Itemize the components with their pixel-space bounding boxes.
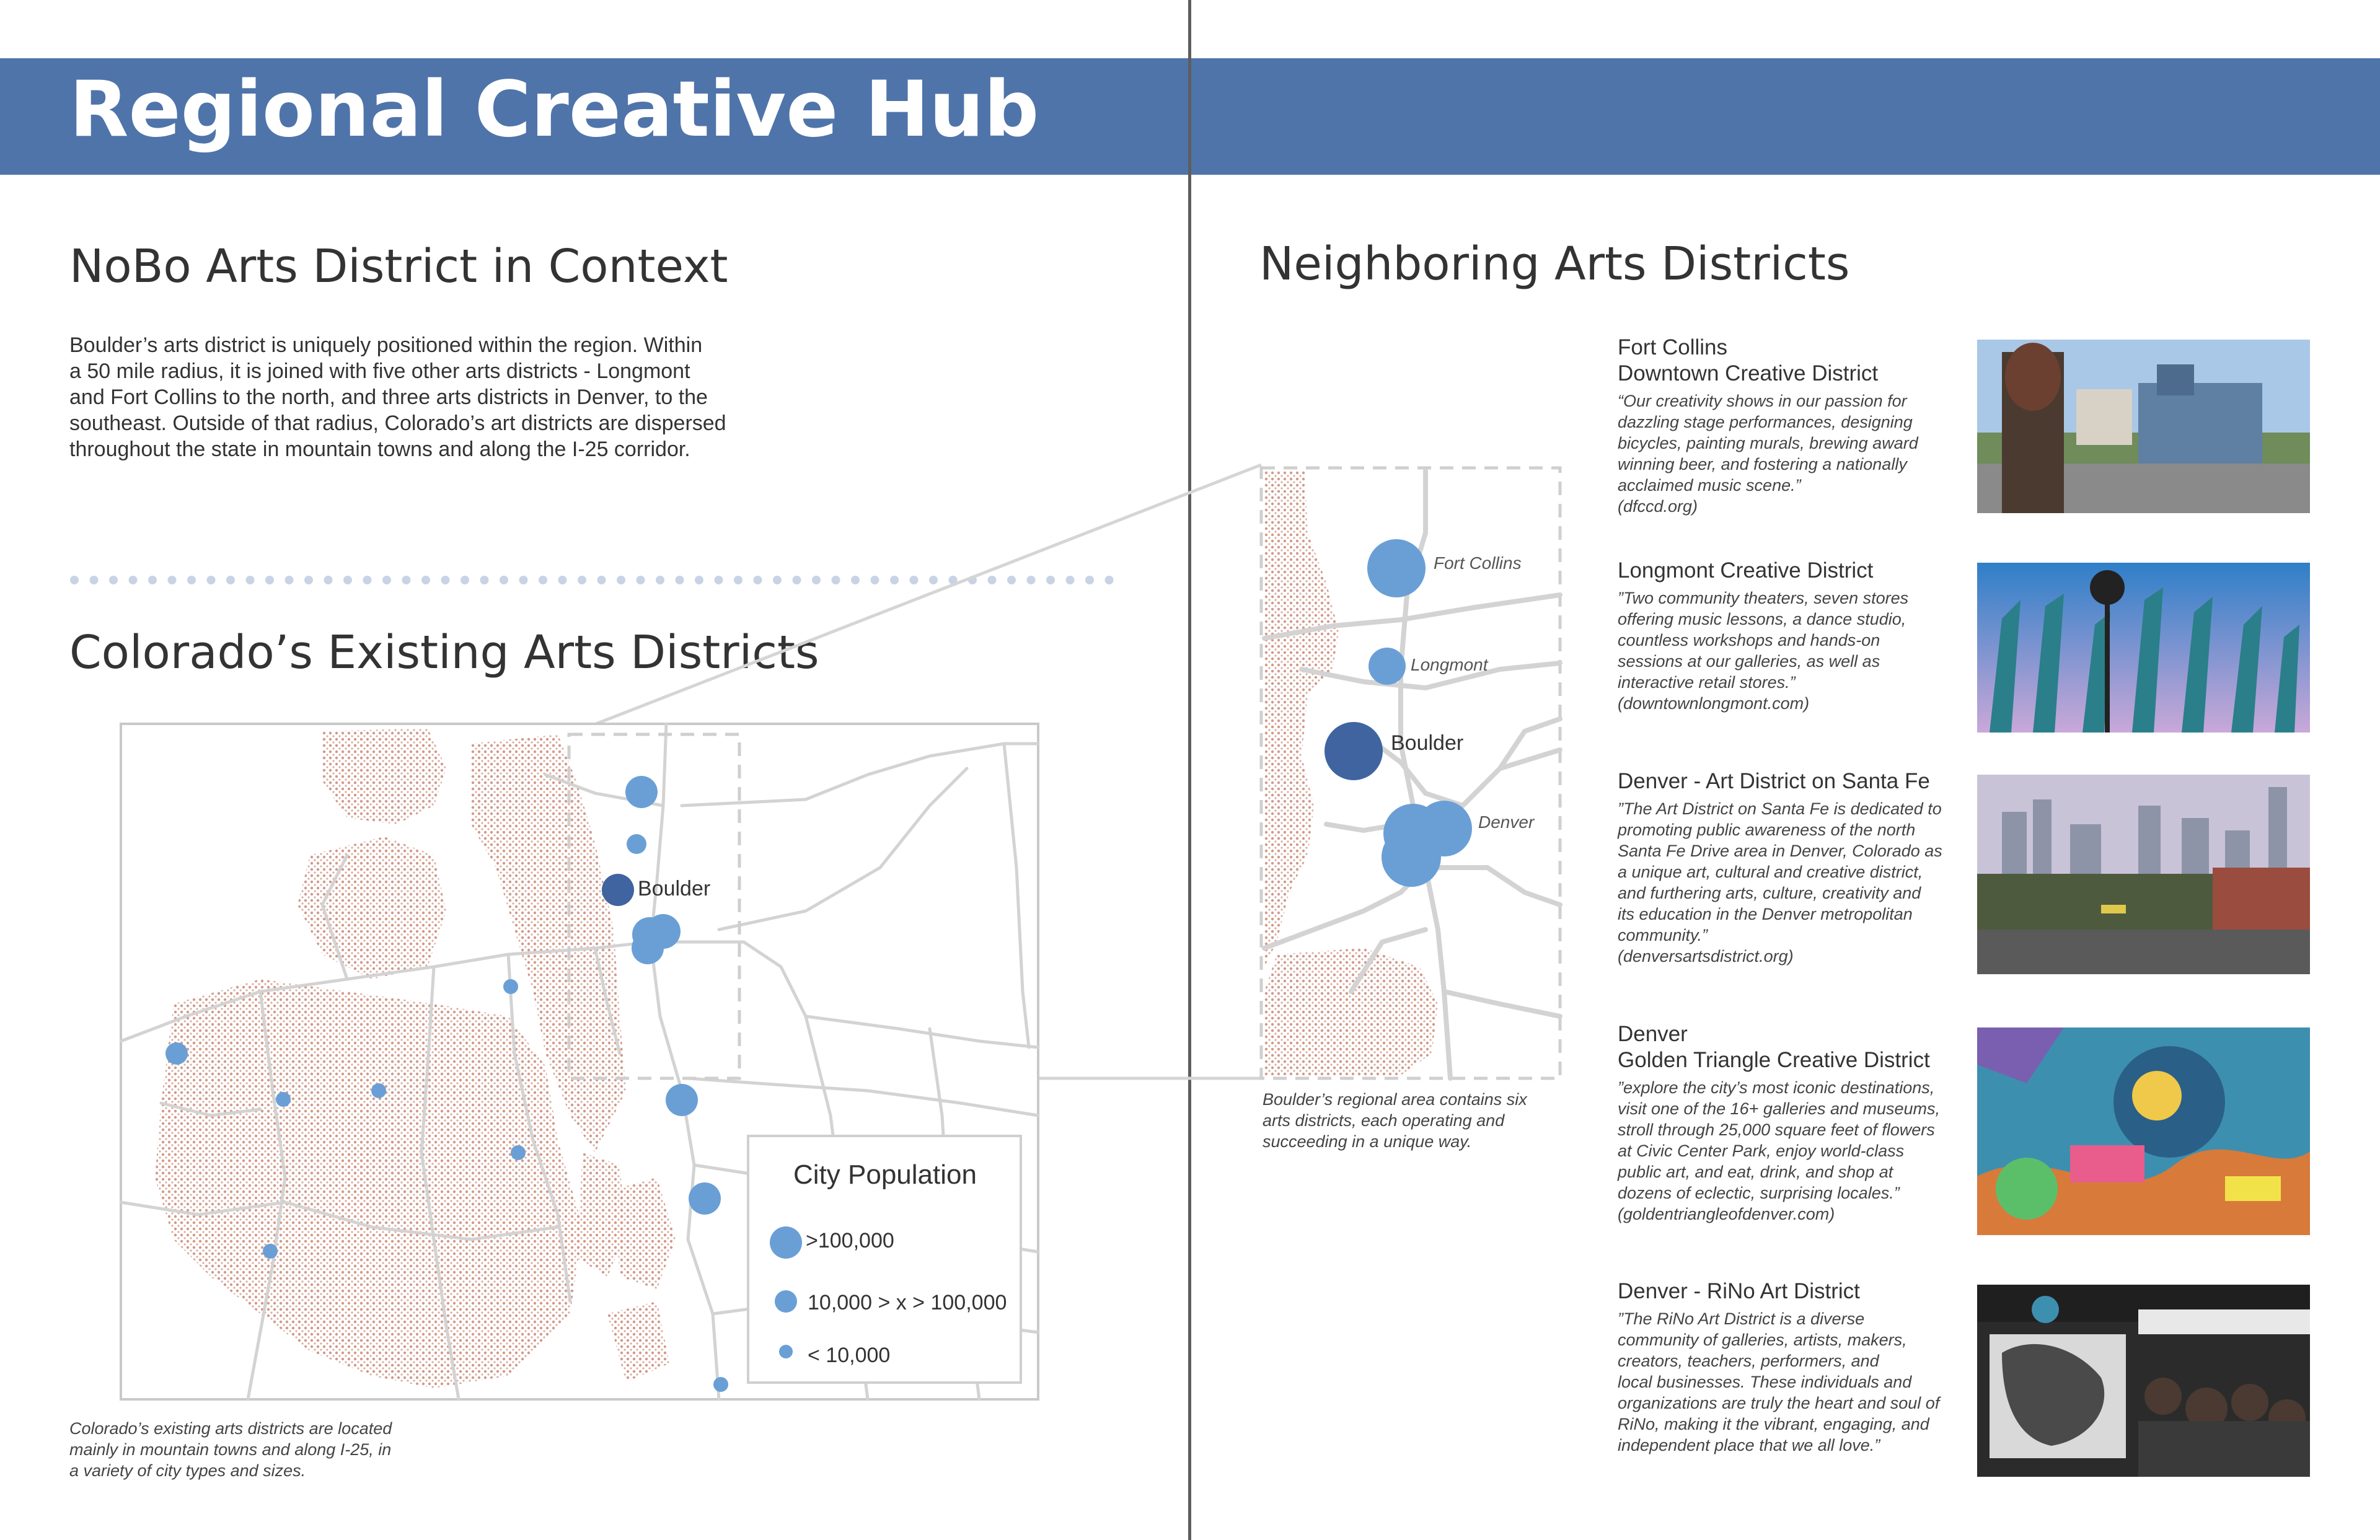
context-line: southeast. Outside of that radius, Colorado’s art districts are dispersed bbox=[69, 411, 726, 435]
quote-line: bicycles, painting murals, brewing award bbox=[1618, 434, 1918, 452]
boulder-marker bbox=[602, 874, 634, 906]
boulder-map-label: Boulder bbox=[638, 877, 711, 900]
district-fort-collins bbox=[1618, 335, 1971, 517]
quote-line: dazzling stage performances, designing bbox=[1618, 413, 1913, 431]
boulder-inset-marker bbox=[1324, 722, 1383, 780]
boulder-inset-label: Boulder bbox=[1391, 731, 1464, 755]
quote-line: countless workshops and hands-on bbox=[1618, 631, 1880, 649]
legend-large-label: >100,000 bbox=[806, 1229, 894, 1252]
quote-line: ”Two community theaters, seven stores bbox=[1618, 589, 1909, 607]
denver-marker bbox=[1382, 827, 1441, 887]
district-quote bbox=[1618, 798, 1971, 967]
caption-line: mainly in mountain towns and along I-25, in bbox=[69, 1440, 392, 1459]
quote-line: ”The Art District on Santa Fe is dedicated to bbox=[1618, 799, 1942, 818]
quote-line: creators, teachers, performers, and bbox=[1618, 1352, 1879, 1370]
quote-line: promoting public awareness of the north bbox=[1618, 821, 1916, 839]
quote-line: (denversartsdistrict.org) bbox=[1618, 947, 1794, 966]
context-line: Boulder’s arts district is uniquely positioned within the region. Within bbox=[69, 333, 703, 357]
quote-line: at Civic Center Park, enjoy world-class bbox=[1618, 1142, 1905, 1160]
caption-line: Colorado’s existing arts districts are located bbox=[69, 1419, 392, 1438]
quote-line: community.” bbox=[1618, 926, 1708, 944]
context-line: a 50 mile radius, it is joined with five other arts districts - Longmont bbox=[69, 359, 690, 383]
quote-line: and furthering arts, culture, creativity and bbox=[1618, 884, 1921, 902]
district-quote bbox=[1618, 587, 1971, 714]
legend-small-label: < 10,000 bbox=[808, 1344, 891, 1367]
legend-large-marker bbox=[770, 1226, 802, 1259]
quote-line: acclaimed music scene.” bbox=[1618, 476, 1801, 495]
quote-line: ”The RiNo Art District is a diverse bbox=[1618, 1309, 1865, 1328]
fort-collins-marker bbox=[1367, 539, 1426, 597]
district-rino bbox=[1618, 1278, 1971, 1456]
district-name: Denver - Art District on Santa Fe bbox=[1618, 769, 1930, 793]
caption-line: a variety of city types and sizes. bbox=[69, 1461, 306, 1480]
city-marker bbox=[689, 1182, 721, 1215]
quote-line: (dfccd.org) bbox=[1618, 497, 1698, 516]
caption-line: succeeding in a unique way. bbox=[1263, 1132, 1472, 1151]
quote-line: local businesses. These individuals and bbox=[1618, 1373, 1912, 1391]
quote-line: public art, and eat, drink, and shop at bbox=[1618, 1163, 1893, 1181]
santa-fe-photo bbox=[1977, 775, 2310, 974]
quote-line: winning beer, and fostering a nationally bbox=[1618, 455, 1907, 473]
connector-line bbox=[569, 465, 1261, 734]
city-marker bbox=[165, 1042, 188, 1065]
district-name: Denver bbox=[1618, 1022, 1688, 1046]
quote-line: stroll through 25,000 square feet of flowers bbox=[1618, 1120, 1935, 1139]
longmont-label: Longmont bbox=[1411, 655, 1488, 674]
district-quote bbox=[1618, 1308, 1971, 1456]
quote-line: Santa Fe Drive area in Denver, Colorado as bbox=[1618, 842, 1942, 860]
legend-medium-label: 10,000 > x > 100,000 bbox=[808, 1291, 1007, 1314]
city-marker bbox=[625, 776, 658, 808]
rino-photo bbox=[1977, 1285, 2310, 1477]
district-name: Golden Triangle Creative District bbox=[1618, 1048, 1930, 1072]
city-marker bbox=[632, 932, 664, 964]
quote-line: its education in the Denver metropolitan bbox=[1618, 905, 1913, 923]
legend-medium-marker bbox=[775, 1290, 797, 1313]
district-quote bbox=[1618, 1077, 1971, 1225]
legend-title: City Population bbox=[793, 1159, 977, 1190]
quote-line: (downtownlongmont.com) bbox=[1618, 694, 1810, 713]
city-marker bbox=[276, 1092, 291, 1107]
district-golden-triangle bbox=[1618, 1021, 1971, 1225]
longmont-marker bbox=[1368, 648, 1406, 685]
fort-collins-photo bbox=[1977, 340, 2310, 513]
district-longmont bbox=[1618, 558, 1971, 714]
quote-line: sessions at our galleries, as well as bbox=[1618, 652, 1880, 671]
inset-caption bbox=[1263, 1089, 1610, 1152]
district-santa-fe bbox=[1618, 768, 1971, 967]
quote-line: RiNo, making it the vibrant, engaging, and bbox=[1618, 1415, 1929, 1433]
city-marker bbox=[511, 1145, 526, 1160]
district-quote bbox=[1618, 390, 1971, 517]
city-marker bbox=[263, 1244, 278, 1259]
colorado-map-caption bbox=[69, 1418, 565, 1481]
caption-line: arts districts, each operating and bbox=[1263, 1111, 1505, 1130]
district-name: Denver - RiNo Art District bbox=[1618, 1279, 1860, 1303]
city-marker bbox=[713, 1377, 728, 1392]
page-title: Regional Creative Hub bbox=[69, 65, 1039, 154]
context-line: and Fort Collins to the north, and three arts districts in Denver, to the bbox=[69, 385, 708, 409]
quote-line: organizations are truly the heart and soul of bbox=[1618, 1394, 1940, 1412]
city-marker bbox=[503, 979, 518, 994]
quote-line: visit one of the 16+ galleries and museums, bbox=[1618, 1099, 1941, 1118]
quote-line: independent place that we all love.” bbox=[1618, 1436, 1880, 1454]
quote-line: community of galleries, artists, makers, bbox=[1618, 1331, 1907, 1349]
city-marker bbox=[627, 834, 646, 854]
city-marker bbox=[371, 1083, 386, 1098]
city-marker bbox=[666, 1084, 698, 1116]
legend-small-marker bbox=[779, 1345, 793, 1358]
quote-line: (goldentriangleofdenver.com) bbox=[1618, 1205, 1835, 1223]
denver-label: Denver bbox=[1478, 812, 1535, 832]
quote-line: offering music lessons, a dance studio, bbox=[1618, 610, 1906, 628]
context-line: throughout the state in mountain towns and along the I-25 corridor. bbox=[69, 438, 690, 461]
longmont-photo bbox=[1977, 563, 2310, 733]
quote-line: “Our creativity shows in our passion for bbox=[1618, 392, 1907, 410]
colorado-map-title: Colorado’s Existing Arts Districts bbox=[69, 626, 819, 679]
district-name: Longmont Creative District bbox=[1618, 558, 1874, 583]
district-name: Fort Collins bbox=[1618, 335, 1727, 359]
neighboring-title: Neighboring Arts Districts bbox=[1259, 237, 1850, 291]
golden-triangle-photo bbox=[1977, 1027, 2310, 1235]
quote-line: dozens of eclectic, surprising locales.” bbox=[1618, 1184, 1900, 1202]
fort-collins-label: Fort Collins bbox=[1434, 553, 1522, 573]
quote-line: interactive retail stores.” bbox=[1618, 673, 1796, 692]
caption-line: Boulder’s regional area contains six bbox=[1263, 1090, 1527, 1109]
quote-line: a unique art, cultural and creative district, bbox=[1618, 863, 1923, 881]
quote-line: ”explore the city’s most iconic destinations, bbox=[1618, 1078, 1935, 1097]
context-title: NoBo Arts District in Context bbox=[69, 240, 728, 293]
district-name: Downtown Creative District bbox=[1618, 361, 1879, 385]
